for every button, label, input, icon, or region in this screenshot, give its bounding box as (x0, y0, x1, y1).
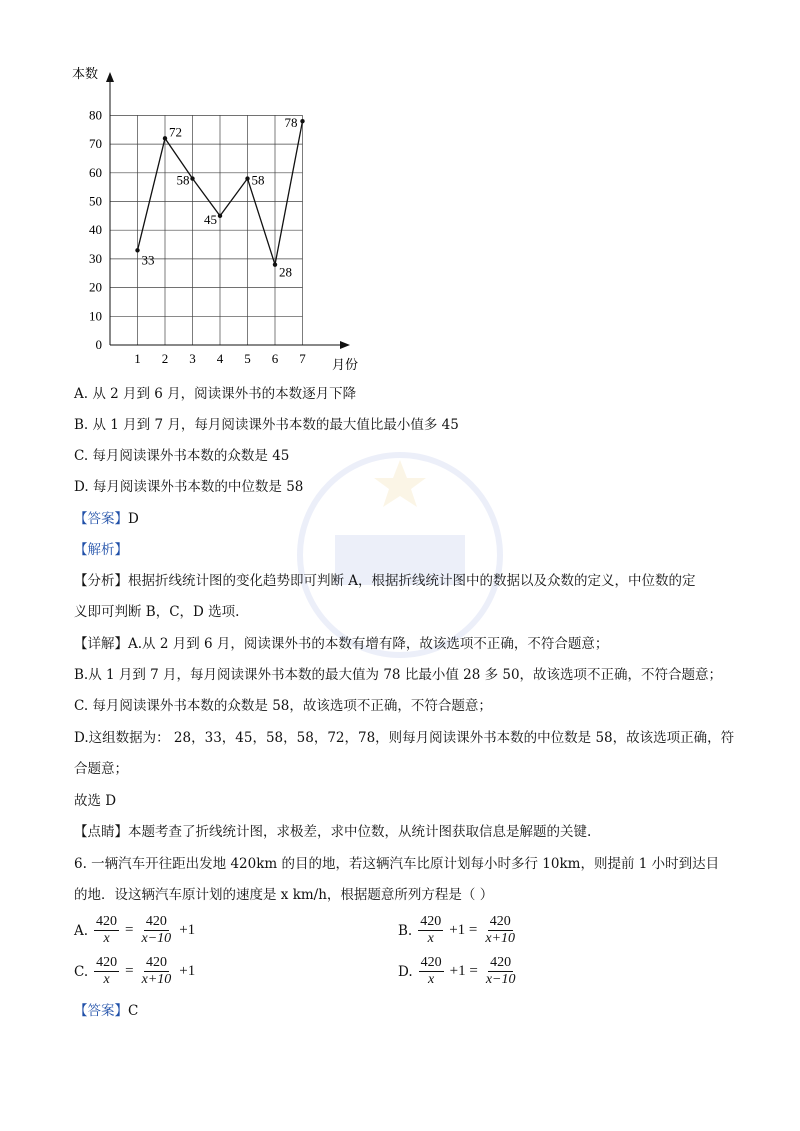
fraction: $\frac{420}{x}$ (96, 914, 118, 946)
data-label: 72 (169, 124, 182, 140)
chart-ticks (89, 107, 306, 366)
plus-one-equals: +1 = (449, 963, 478, 979)
detail-line-b: B.从 1 月到 7 月，每月阅读课外书本数的最大值为 78 比最小值 28 多 50，故该选项不正确，不符合题意； (74, 667, 723, 683)
analysis-tag: 【解析】 (74, 542, 128, 558)
detail-line-c: C. 每月阅读课外书本数的众数是 58，故该选项不正确，不符合题意； (74, 698, 492, 714)
data-point (273, 262, 277, 266)
x-axis-label: 月份 (332, 357, 359, 372)
dianjing-text: 本题考查了折线统计图，求极差，求中位数，从统计图获取信息是解题的关键. (128, 824, 592, 840)
plus-one-equals: +1 = (449, 922, 478, 938)
plus-one: +1 (179, 963, 196, 979)
x-tick-label: 7 (299, 351, 306, 366)
chart-grid (110, 115, 303, 345)
option-d: D. 每月阅读课外书本数的中位数是 58 (74, 479, 304, 495)
x-axis-arrow (340, 341, 350, 349)
data-point (218, 214, 222, 218)
y-tick-label: 30 (89, 250, 102, 266)
x-tick-label: 5 (244, 351, 251, 366)
detail-line-a (74, 634, 608, 654)
fraction: $\frac{420}{x}$ (96, 955, 118, 987)
data-point (190, 176, 194, 180)
data-label: 58 (176, 172, 190, 188)
answer-value: D (128, 511, 139, 527)
y-axis-label: 本数 (72, 66, 99, 81)
x-tick-label: 3 (189, 351, 196, 366)
plus-one: +1 (179, 922, 196, 938)
detail-a: A.从 2 月到 6 月，阅读课外书的本数有增有降，故该选项不正确，不符合题意； (128, 636, 609, 652)
detail-choose: 故选 D (74, 793, 117, 809)
option-b: B. 从 1 月到 7 月，每月阅读课外书本数的最大值比最小值多 45 (74, 417, 459, 433)
data-point (163, 136, 167, 140)
x-tick-label: 1 (134, 351, 141, 366)
data-label: 45 (204, 211, 217, 227)
data-label: 28 (279, 264, 292, 280)
chart-axes (106, 72, 350, 349)
y-tick-label: 40 (89, 222, 102, 238)
q6-option-b (398, 914, 517, 947)
data-label: 58 (251, 172, 265, 188)
fenxi-line-2: 义即可判断 B，C，D 选项. (74, 604, 240, 620)
q6-answer-value: C (128, 1003, 139, 1019)
q6-option-d-label: D. (398, 963, 413, 980)
fraction: $\frac{420}{x+10}$ (485, 914, 516, 946)
y-tick-label: 70 (89, 136, 102, 152)
y-tick-label: 50 (89, 193, 102, 209)
q6-option-b-label: B. (398, 922, 413, 939)
q6-option-d (398, 955, 517, 988)
y-axis-arrow (106, 72, 114, 82)
equals-sign: = (125, 922, 134, 938)
fraction: $\frac{420}{x}$ (420, 955, 442, 987)
q6-answer-tag: 【答案】 (74, 1003, 128, 1019)
fenxi-tag: 【分析】 (74, 573, 128, 589)
y-tick-label: 80 (89, 107, 102, 123)
option-c: C. 每月阅读课外书本数的众数是 45 (74, 448, 290, 464)
q6-option-a-label: A. (74, 922, 89, 939)
q6-option-a (74, 914, 195, 947)
data-point (135, 248, 139, 252)
y-tick-label: 0 (95, 337, 102, 352)
data-label: 78 (284, 115, 298, 131)
x-tick-label: 2 (161, 351, 169, 366)
fenxi-line-1 (74, 571, 696, 591)
fraction: $\frac{420}{x-10}$ (485, 955, 516, 987)
y-tick-label: 20 (89, 279, 102, 295)
answer-line (74, 509, 139, 529)
option-a: A. 从 2 月到 6 月，阅读课外书的本数逐月下降 (74, 386, 357, 402)
dianjing-line (74, 822, 591, 842)
data-point (245, 176, 249, 180)
analysis-tag-line (74, 540, 128, 560)
fraction: $\frac{420}{x}$ (420, 914, 442, 946)
fenxi-text-1: 根据折线统计图的变化趋势即可判断 A，根据折线统计图中的数据以及众数的定义，中位数的定 (128, 573, 696, 589)
detail-line-d1: D.这组数据为： 28，33，45，58，58，72，78，则每月阅读课外书本数的中位数是 58，故该选项正确，符 (74, 730, 735, 746)
fraction: $\frac{420}{x+10}$ (141, 955, 172, 987)
x-tick-label: 4 (216, 351, 224, 366)
answer-tag: 【答案】 (74, 511, 128, 527)
data-point (300, 119, 304, 123)
dianjing-tag: 【点睛】 (74, 824, 128, 840)
q6-line-1: 6. 一辆汽车开往距出发地 420km 的目的地，若这辆汽车比原计划每小时多行 10km，则提前 1 小时到达目 (74, 856, 720, 872)
y-tick-label: 10 (89, 308, 102, 324)
equals-sign: = (125, 963, 134, 979)
q6-option-c (74, 955, 195, 988)
q6-answer-line (74, 1001, 138, 1021)
q6-line-2: 的地．设这辆汽车原计划的速度是 x km/h，根据题意所列方程是（ ） (74, 887, 494, 903)
q6-option-c-label: C. (74, 963, 89, 980)
detail-line-d2: 合题意； (74, 761, 128, 777)
detail-tag: 【详解】 (74, 636, 128, 652)
data-label: 33 (141, 252, 155, 268)
fraction: $\frac{420}{x-10}$ (141, 914, 172, 946)
line-chart (64, 62, 364, 382)
x-tick-label: 6 (271, 351, 279, 366)
y-tick-label: 60 (89, 164, 102, 180)
